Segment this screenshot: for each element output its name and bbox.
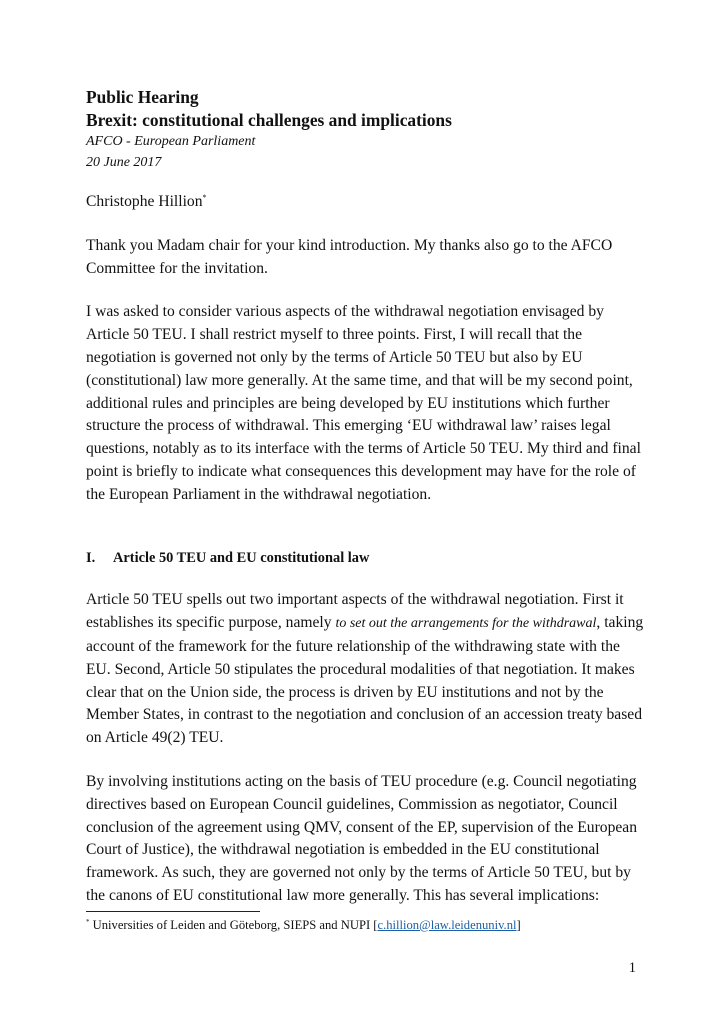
title-line-hearing: Public Hearing — [86, 87, 199, 107]
paragraph-institutions: By involving institutions acting on the basis of TEU procedure (e.g. Council negotiating directives based on European Council guidelines, Commission as negotiator, Council conclusion of the agreement using QMV, consent of the EP, supervision of the European Court of Justice), the withdrawal negotiation is embedded in the EU constitutional framework. As such, they are governed not only by the terms of Article 50 TEU, but by the canons of EU constitutional law more generally. This has several implications: — [86, 772, 638, 904]
document-body — [86, 86, 648, 908]
footnote-text: Universities of Leiden and Göteborg, SIEPS and NUPI [ — [89, 918, 378, 932]
paragraph-overview: I was asked to consider various aspects of the withdrawal negotiation envisaged by Article 50 TEU. I shall restrict myself to three points. First, I will recall that the negotiation is governed not only by the terms of Article 50 TEU but also by EU (constitutional) law more generally. At the same time, and that will be my second point, additional rules and principles are being developed by EU institutions which further structure the process of withdrawal. This emerging ‘EU withdrawal law’ raises legal questions, notably as to its interface with the terms of Article 50 TEU. My third and final point is briefly to indicate what consequences this development may have for the role of the European Parliament in the withdrawal negotiation. — [86, 303, 641, 503]
paragraph-article-50 — [86, 589, 648, 750]
venue-line: AFCO - European Parliament — [86, 134, 256, 149]
paragraph-introduction: Thank you Madam chair for your kind introduction. My thanks also go to the AFCO Committee for the invitation. — [86, 236, 613, 277]
author-line — [86, 191, 648, 214]
paragraph-article-50-end: , taking account of the framework for the future relationship of the withdrawing state with the EU. Second, Article 50 stipulates the procedural modalities of that negotiation. It makes clear that on the Union side, the process is driven by EU institutions and not by the Member States, in contrast to the negotiation and conclusion of an accession treaty based on Article 49(2) TEU. — [86, 614, 644, 747]
footnote-mark: * — [86, 918, 90, 926]
section-heading — [86, 547, 648, 570]
section-number: I. — [86, 549, 96, 566]
footnote-close-bracket: ] — [516, 918, 521, 932]
document-title — [86, 86, 648, 131]
section-title: Article 50 TEU and EU constitutional law — [113, 549, 370, 566]
footnote — [86, 917, 648, 934]
page-number: 1 — [628, 960, 636, 976]
paragraph-article-50-start: Article 50 TEU spells out two important aspects of the withdrawal negotiation. First it establishes its specific purpose, namely — [86, 591, 624, 632]
paragraph-article-50-italic: to set out the arrangements for the withdrawal — [335, 616, 597, 632]
author-name: Christophe Hillion — [86, 193, 203, 210]
footnote-email-link[interactable]: c.hillion@law.leidenuniv.nl — [377, 918, 517, 932]
author-footnote-mark[interactable]: * — [202, 193, 207, 202]
title-line-subject: Brexit: constitutional challenges and implications — [86, 109, 452, 130]
footnote-separator — [86, 911, 260, 912]
date-line: 20 June 2017 — [86, 155, 162, 170]
